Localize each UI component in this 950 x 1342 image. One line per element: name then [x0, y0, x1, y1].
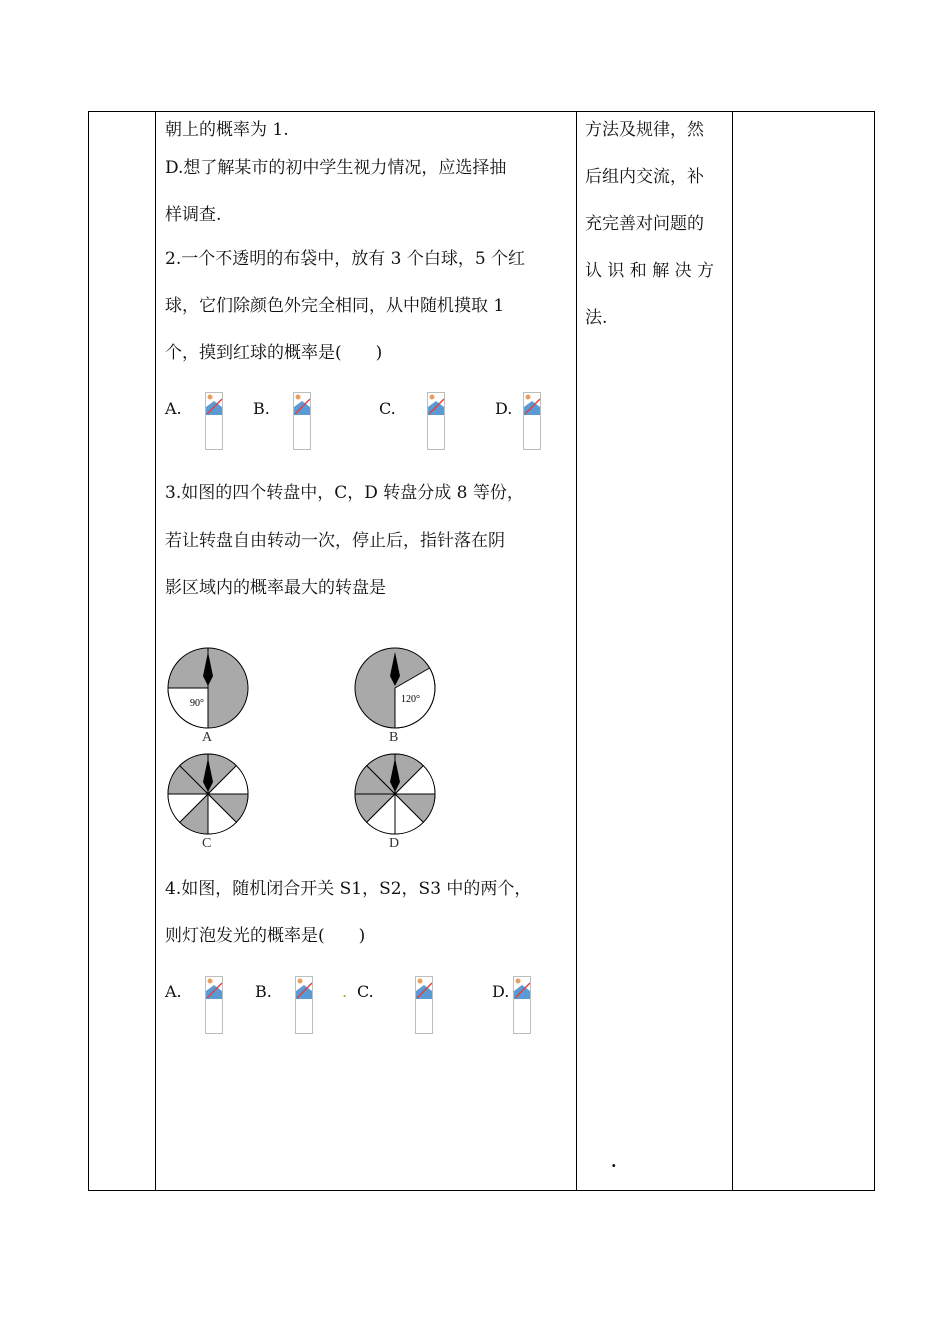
spinner-d-label: D: [389, 836, 400, 851]
question-3-line: 影区域内的概率最大的转盘是: [165, 578, 386, 598]
q2-option-b[interactable]: B.: [253, 399, 270, 418]
column-divider: [732, 112, 733, 1190]
spinner-d: [353, 752, 437, 836]
q4-option-b[interactable]: B.: [255, 982, 272, 1001]
lesson-table: [88, 111, 875, 1191]
question-3-line: 3.如图的四个转盘中，C，D 转盘分成 8 等份，: [165, 483, 524, 503]
broken-image-icon: [205, 976, 223, 1034]
spinner-a: [166, 646, 250, 730]
broken-image-icon: [427, 392, 445, 450]
method-text-line: 认 识 和 解 决 方: [585, 261, 715, 281]
angle-label: 90°: [190, 698, 204, 709]
q2-option-c[interactable]: C.: [379, 399, 396, 418]
question-2-line: 个，摸到红球的概率是( ): [165, 343, 383, 363]
spinner-c-label: C: [202, 836, 212, 851]
q2-option-a[interactable]: A.: [165, 399, 182, 418]
question-4-line: 4.如图，随机闭合开关 S1，S2，S3 中的两个，: [165, 879, 532, 899]
spinner-b: [353, 646, 437, 730]
method-text-line: 方法及规律，然: [585, 120, 704, 140]
angle-label: 120°: [401, 694, 420, 705]
q4-option-a[interactable]: A.: [165, 982, 182, 1001]
q2-option-d[interactable]: D.: [495, 399, 513, 418]
broken-image-icon: [415, 976, 433, 1034]
column-divider: [155, 112, 156, 1190]
broken-image-icon: [523, 392, 541, 450]
method-text-line: 充完善对问题的: [585, 214, 704, 234]
method-text-line: 法.: [585, 308, 608, 328]
stray-mark: .: [342, 982, 348, 1001]
broken-image-icon: [205, 392, 223, 450]
text-line: 朝上的概率为 1.: [165, 120, 289, 140]
bottom-mark: .: [611, 1152, 617, 1171]
text-line: D.想了解某市的初中学生视力情况，应选择抽: [165, 158, 507, 178]
spinner-a-label: A: [202, 730, 213, 745]
spinner-c: [166, 752, 250, 836]
question-2-line: 2.一个不透明的布袋中，放有 3 个白球，5 个红: [165, 249, 526, 269]
text-line: 样调查.: [165, 205, 222, 225]
question-4-line: 则灯泡发光的概率是( ): [165, 926, 366, 946]
column-divider: [576, 112, 577, 1190]
method-text-line: 后组内交流，补: [585, 167, 704, 187]
q4-option-d[interactable]: D.: [492, 982, 510, 1001]
q4-option-c[interactable]: C.: [357, 982, 374, 1001]
question-3-line: 若让转盘自由转动一次，停止后，指针落在阴: [165, 531, 505, 551]
broken-image-icon: [293, 392, 311, 450]
question-2-line: 球，它们除颜色外完全相同，从中随机摸取 1: [165, 296, 505, 316]
broken-image-icon: [295, 976, 313, 1034]
broken-image-icon: [513, 976, 531, 1034]
spinner-b-label: B: [389, 730, 399, 745]
